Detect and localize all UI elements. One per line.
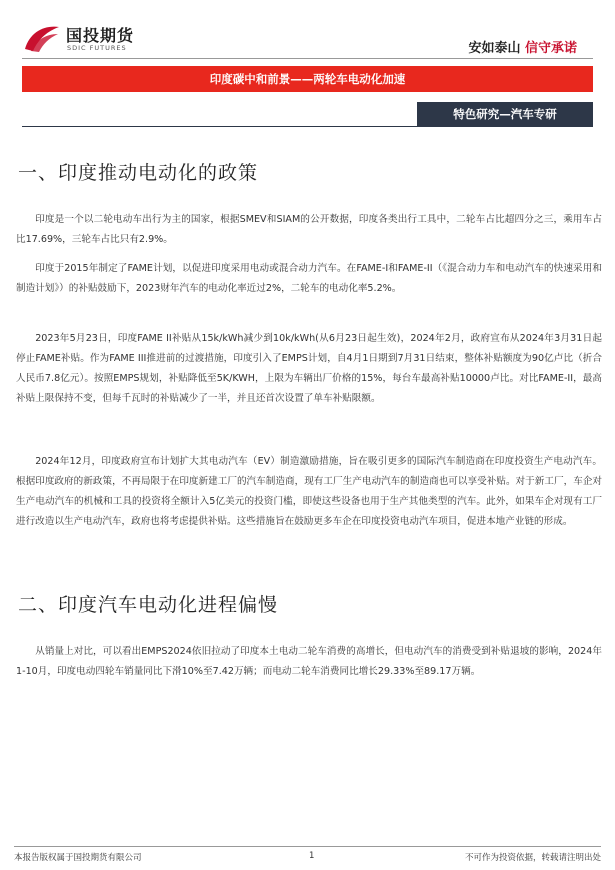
report-title-bar: 印度碳中和前景——两轮车电动化加速 bbox=[22, 66, 593, 92]
company-logo bbox=[22, 18, 157, 58]
footer-divider bbox=[14, 846, 601, 847]
paragraph-5: 从销量上对比，可以看出EMPS2024依旧拉动了印度本土电动二轮车消费的高增长，但电动汽车的消费受到补贴退坡的影响，2024年1-10月，印度电动四轮车销量同比下滑10%至7.42万辆；而电动二轮车消费同比增长29.33%至89.17万辆。 bbox=[16, 646, 602, 677]
paragraph-4: 2024年12月，印度政府宣布计划扩大其电动汽车（EV）制造激励措施，旨在吸引更多的国际汽车制造商在印度投资生产电动汽车。根据印度政府的新政策，不再局限于在印度新建工厂的汽车制造商，现有工厂生产电动汽车的制造商也可以享受补贴。对于新工厂，车企对生产电动汽车的机械和工具的投资将全额计入5亿美元的投资门槛，即使这些设备也用于生产其他类型的汽车。此外，如果车企对现有工厂进行改造以生产电动汽车，政府也将考虑提供补贴。这些措施旨在鼓励更多车企在印度投资电动汽车项目，促进本地产业链的形成。 bbox=[16, 456, 602, 527]
section-heading-1: 一、印度推动电动化的政策 bbox=[18, 162, 259, 184]
footer-copyright: 本报告版权属于国投期货有限公司 bbox=[14, 853, 142, 863]
paragraph-2: 印度于2015年制定了FAME计划，以促进印度采用电动或混合动力汽车。在FAME-I和FAME-II（《混合动力车和电动汽车的快速采用和制造计划》）的补贴鼓励下，2023财年汽车的电动化率近过2%，二轮车的电动化率5.2%。 bbox=[16, 263, 602, 294]
header-slogan bbox=[468, 37, 577, 56]
logo-subtext: SDIC FUTURES bbox=[67, 44, 127, 52]
tag-divider bbox=[22, 126, 593, 127]
page-number: 1 bbox=[309, 851, 315, 861]
slogan-part-1: 安如泰山 bbox=[468, 41, 525, 56]
report-category-tag: 特色研究—汽车专研 bbox=[417, 102, 593, 126]
logo-text: 国投期货 bbox=[66, 26, 135, 45]
footer-disclaimer: 不可作为投资依据，转载请注明出处 bbox=[464, 853, 601, 863]
paragraph-1: 印度是一个以二轮电动车出行为主的国家，根据SMEV和SIAM的公开数据，印度各类出行工具中，二轮车占比超四分之三，乘用车占比17.69%，三轮车占比只有2.9%。 bbox=[16, 214, 602, 245]
sdic-logo-icon bbox=[22, 22, 62, 54]
header-divider bbox=[22, 58, 593, 59]
slogan-part-2: 信守承诺 bbox=[524, 41, 577, 56]
paragraph-3: 2023年5月23日，印度FAME II补贴从15k/kWh减少到10k/kWh(从6月23日起生效)，2024年2月，政府宣布从2024年3月31日起停止FAME补贴。作为FAME III推进前的过渡措施，印度引入了EMPS计划，自4月1日期到7月31日结束，整体补贴额度为90亿卢比（折合人民币7.8亿元）。按照EMPS规划，补贴降低至5K/KWH，上限为车辆出厂价格的15%，每台车最高补贴10000卢比。对比FAME-II，最高补贴上限保持不变，但每千瓦时的补贴减少了一半，并且还首次设置了单车补贴限额。 bbox=[16, 333, 602, 404]
section-heading-2: 二、印度汽车电动化进程偏慢 bbox=[18, 594, 279, 616]
